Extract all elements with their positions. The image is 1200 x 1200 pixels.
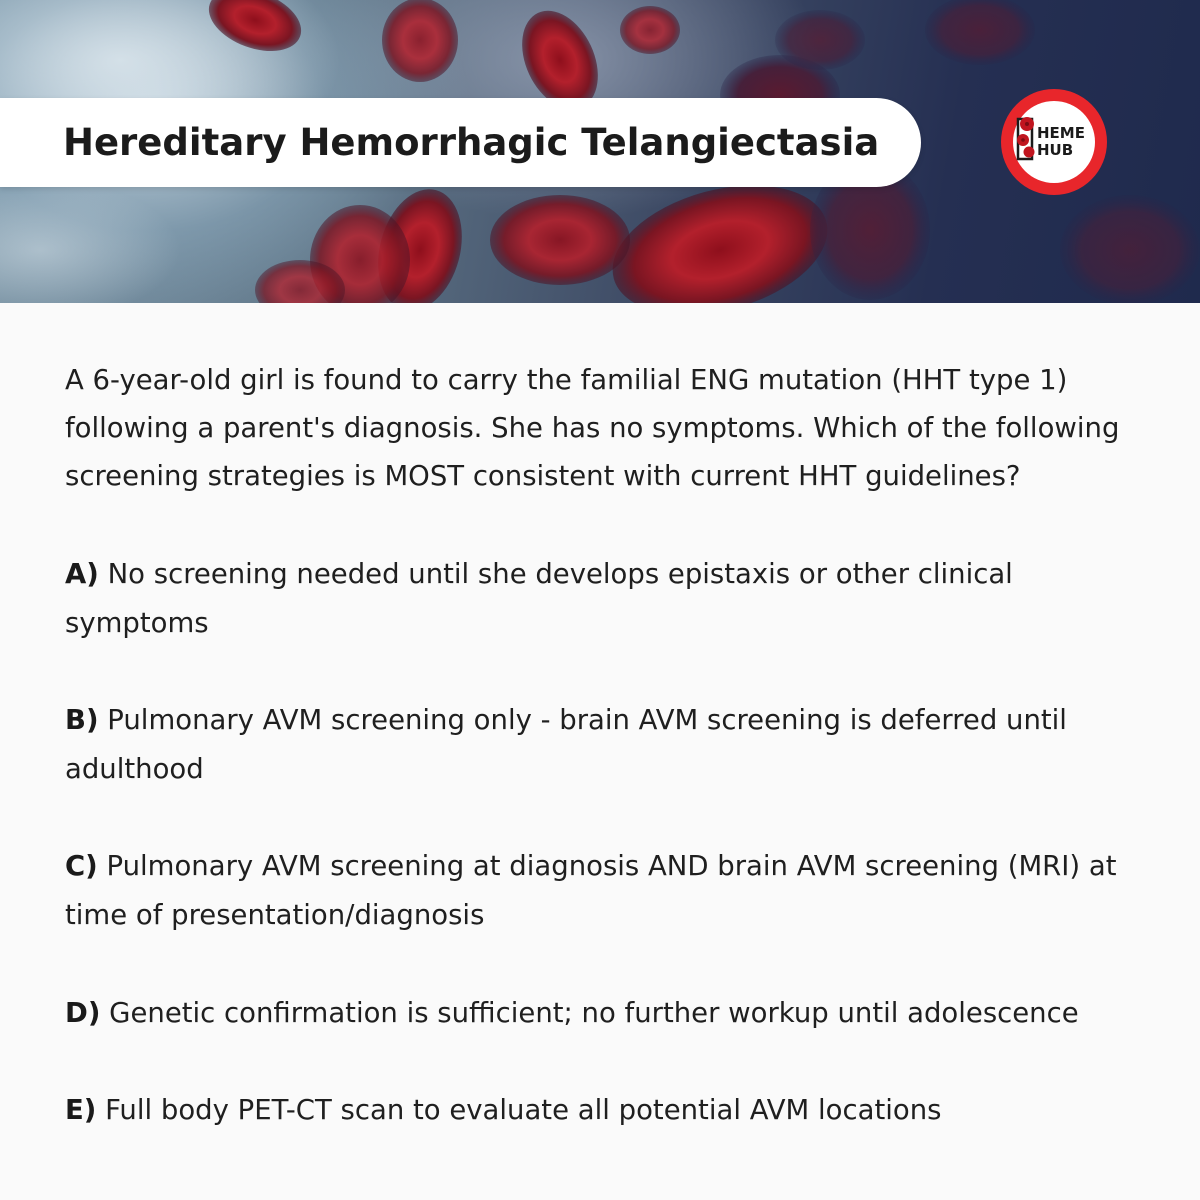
- option-c: [65, 842, 1155, 940]
- option-d: [65, 989, 1155, 1038]
- option-letter: C): [65, 850, 98, 882]
- option-text: Pulmonary AVM screening only - brain AVM screening is deferred until adulthood: [65, 704, 1067, 785]
- option-text: Pulmonary AVM screening at diagnosis AND brain AVM screening (MRI) at time of presentation/diagnosis: [65, 850, 1117, 931]
- question-text: A 6-year-old girl is found to carry the familial ENG mutation (HHT type 1) following a parent's diagnosis. She has no symptoms. Which of the following screening strategies is MOST consistent with current HHT guidelines?: [65, 364, 1120, 492]
- page-title: Hereditary Hemorrhagic Telangiectasia: [63, 121, 880, 164]
- option-text: Full body PET-CT scan to evaluate all potential AVM locations: [105, 1094, 942, 1126]
- option-b: [65, 696, 1155, 794]
- option-text: No screening needed until she develops epistaxis or other clinical symptoms: [65, 558, 1013, 639]
- logo-text-heme: HEME: [1037, 124, 1085, 142]
- logo-badge: [987, 88, 1121, 196]
- option-letter: E): [65, 1094, 97, 1126]
- option-letter: A): [65, 558, 99, 590]
- option-e: [65, 1086, 1155, 1135]
- option-letter: D): [65, 997, 101, 1029]
- option-text: Genetic confirmation is sufficient; no further workup until adolescence: [109, 997, 1079, 1029]
- title-banner: [0, 98, 921, 187]
- option-letter: B): [65, 704, 99, 736]
- header-banner: [0, 0, 1200, 303]
- logo-text-hub: HUB: [1037, 141, 1074, 159]
- option-a: [65, 550, 1155, 648]
- heme-hub-logo: [987, 88, 1121, 196]
